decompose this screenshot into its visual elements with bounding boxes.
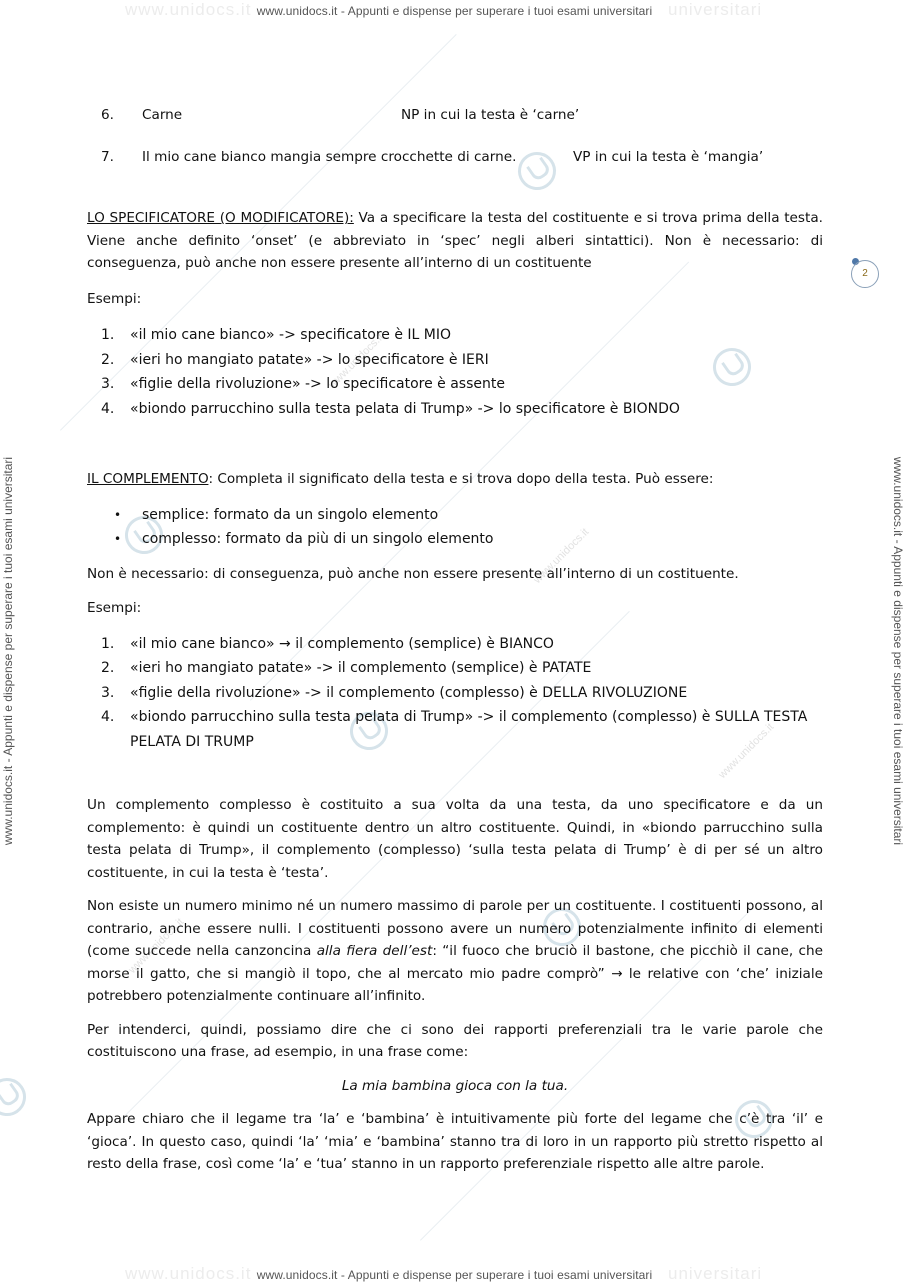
side-watermark-right: www.unidocs.it - Appunti e dispense per superare i tuoi esami universitari	[891, 456, 905, 846]
list-item	[87, 348, 823, 373]
examples-label: Esempi:	[87, 290, 142, 307]
item-text: «ieri ho mangiato patate» -> lo specificatore è IERI	[130, 351, 489, 368]
specificatore-heading: LO SPECIFICATORE (O MODIFICATORE):	[87, 210, 354, 226]
list-item	[87, 656, 823, 681]
paragraph-text: : “il fuoco che bruciò il bastone, che picchiò il cane, che morse il gatto, che si mangiò il topo, che al mercato mio padre comprò” → le relative con ‘che’ iniziale potrebbero potenzialmente continuare all’infinito.	[87, 943, 823, 1004]
complemento-heading: IL COMPLEMENTO	[87, 471, 209, 487]
page-number: 2	[851, 260, 879, 288]
item-number: 4.	[101, 400, 115, 417]
list-item	[87, 632, 823, 657]
item-number: 7.	[101, 149, 114, 165]
list-item	[87, 372, 823, 397]
intro-item	[87, 146, 823, 168]
page-header: www.unidocs.it www.unidocs.it - Appunti e dispense per superare i tuoi esami universitari universitari	[0, 4, 909, 18]
paragraph-text: Non esiste un numero minimo né un numero massimo di parole per un costituente. I costituenti possono, al contrario, anche essere nulli. I costituenti possono avere un numero potenzialmente infinito di elementi (come succede nella canzoncina	[87, 898, 823, 959]
document-body	[87, 104, 823, 1176]
page-footer: www.unidocs.it www.unidocs.it - Appunti e dispense per superare i tuoi esami universitari universitari	[0, 1268, 909, 1282]
specificatore-body: Va a specificare la testa del costituente e si trova prima della testa. Viene anche definito ‘onset’ (e abbreviato in ‘spec’ negli alberi sintattici). Non è necessario: di conseguenza, può anche non essere presente all’interno di un costituente	[87, 210, 823, 271]
item-number: 3.	[101, 376, 115, 392]
item-number: 2.	[101, 660, 115, 676]
item-text: «il mio cane bianco» → il complemento (semplice) è BIANCO	[130, 635, 554, 652]
complemento-types	[87, 503, 823, 552]
item-text: «il mio cane bianco» -> specificatore è IL MIO	[130, 327, 452, 343]
item-number: 4.	[101, 709, 115, 725]
intro-item	[87, 104, 823, 126]
item-text: «biondo parrucchino sulla testa pelata di Trump» -> il complemento (complesso) è SULLA TESTA PELATA DI TRUMP	[130, 709, 808, 750]
complemento-definition	[87, 468, 823, 491]
item-number: 3.	[101, 684, 115, 701]
song-title: alla fiera dell’est	[316, 943, 433, 959]
list-item	[87, 323, 823, 348]
specificatore-definition	[87, 207, 823, 275]
list-item	[87, 681, 823, 706]
item-text: «biondo parrucchino sulla testa pelata di Trump» -> lo specificatore è BIONDO	[130, 400, 680, 417]
complemento-examples	[87, 632, 823, 755]
item-annotation: VP in cui la testa è ‘mangia’	[573, 149, 764, 165]
item-annotation: NP in cui la testa è ‘carne’	[401, 107, 580, 123]
examples-label: Esempi:	[87, 600, 142, 616]
item-text: Carne	[142, 107, 183, 123]
paragraph: Un complemento complesso è costituito a sua volta da una testa, da uno specificatore e da un complemento: è quindi un costituente dentro un altro costituente. Quindi, in «biondo parrucchino sulla testa pelata di Trump», il complemento (complesso) ‘sulla testa pelata di Trump’ è di per sé un altro costituente, in cui la testa è ‘testa’.	[87, 797, 823, 881]
list-item	[87, 397, 823, 422]
example-sentence: La mia bambina gioca con la tua.	[341, 1077, 569, 1094]
item-text: «figlie della rivoluzione» -> il complemento (complesso) è DELLA RIVOLUZIONE	[130, 684, 688, 701]
paragraph	[87, 895, 823, 1008]
item-text: «ieri ho mangiato patate» -> il complemento (semplice) è PATATE	[130, 660, 592, 676]
complemento-note: Non è necessario: di conseguenza, può anche non essere presente all’interno di un costituente.	[87, 565, 739, 582]
list-item	[87, 705, 823, 754]
item-text: Il mio cane bianco mangia sempre crocchette di carne.	[142, 149, 517, 165]
paragraph: Appare chiaro che il legame tra ‘la’ e ‘bambina’ è intuitivamente più forte del legame che c’è tra ‘il’ e ‘gioca’. In questo caso, quindi ‘la’ ‘mia’ e ‘bambina’ stanno tra di loro in un rapporto più stretto rispetto al resto della frase, così come ‘la’ e ‘tua’ stanno in un rapporto preferenziale rispetto alle altre parole.	[87, 1111, 823, 1172]
item-text: «figlie della rivoluzione» -> lo specificatore è assente	[130, 376, 505, 392]
item-number: 1.	[101, 635, 115, 652]
item-number: 1.	[101, 327, 115, 343]
paragraph: Per intenderci, quindi, possiamo dire che ci sono dei rapporti preferenziali tra le varie parole che costituiscono una frase, ad esempio, in una frase come:	[87, 1021, 823, 1060]
complemento-body: : Completa il significato della testa e si trova dopo della testa. Può essere:	[208, 471, 714, 487]
side-watermark-left: www.unidocs.it - Appunti e dispense per superare i tuoi esami universitari	[1, 456, 15, 846]
bullet-item: • semplice: formato da un singolo elemento	[87, 503, 823, 528]
specificatore-examples	[87, 323, 823, 421]
item-number: 6.	[101, 107, 114, 123]
item-number: 2.	[101, 351, 115, 368]
bullet-item: • complesso: formato da più di un singolo elemento	[87, 527, 823, 552]
